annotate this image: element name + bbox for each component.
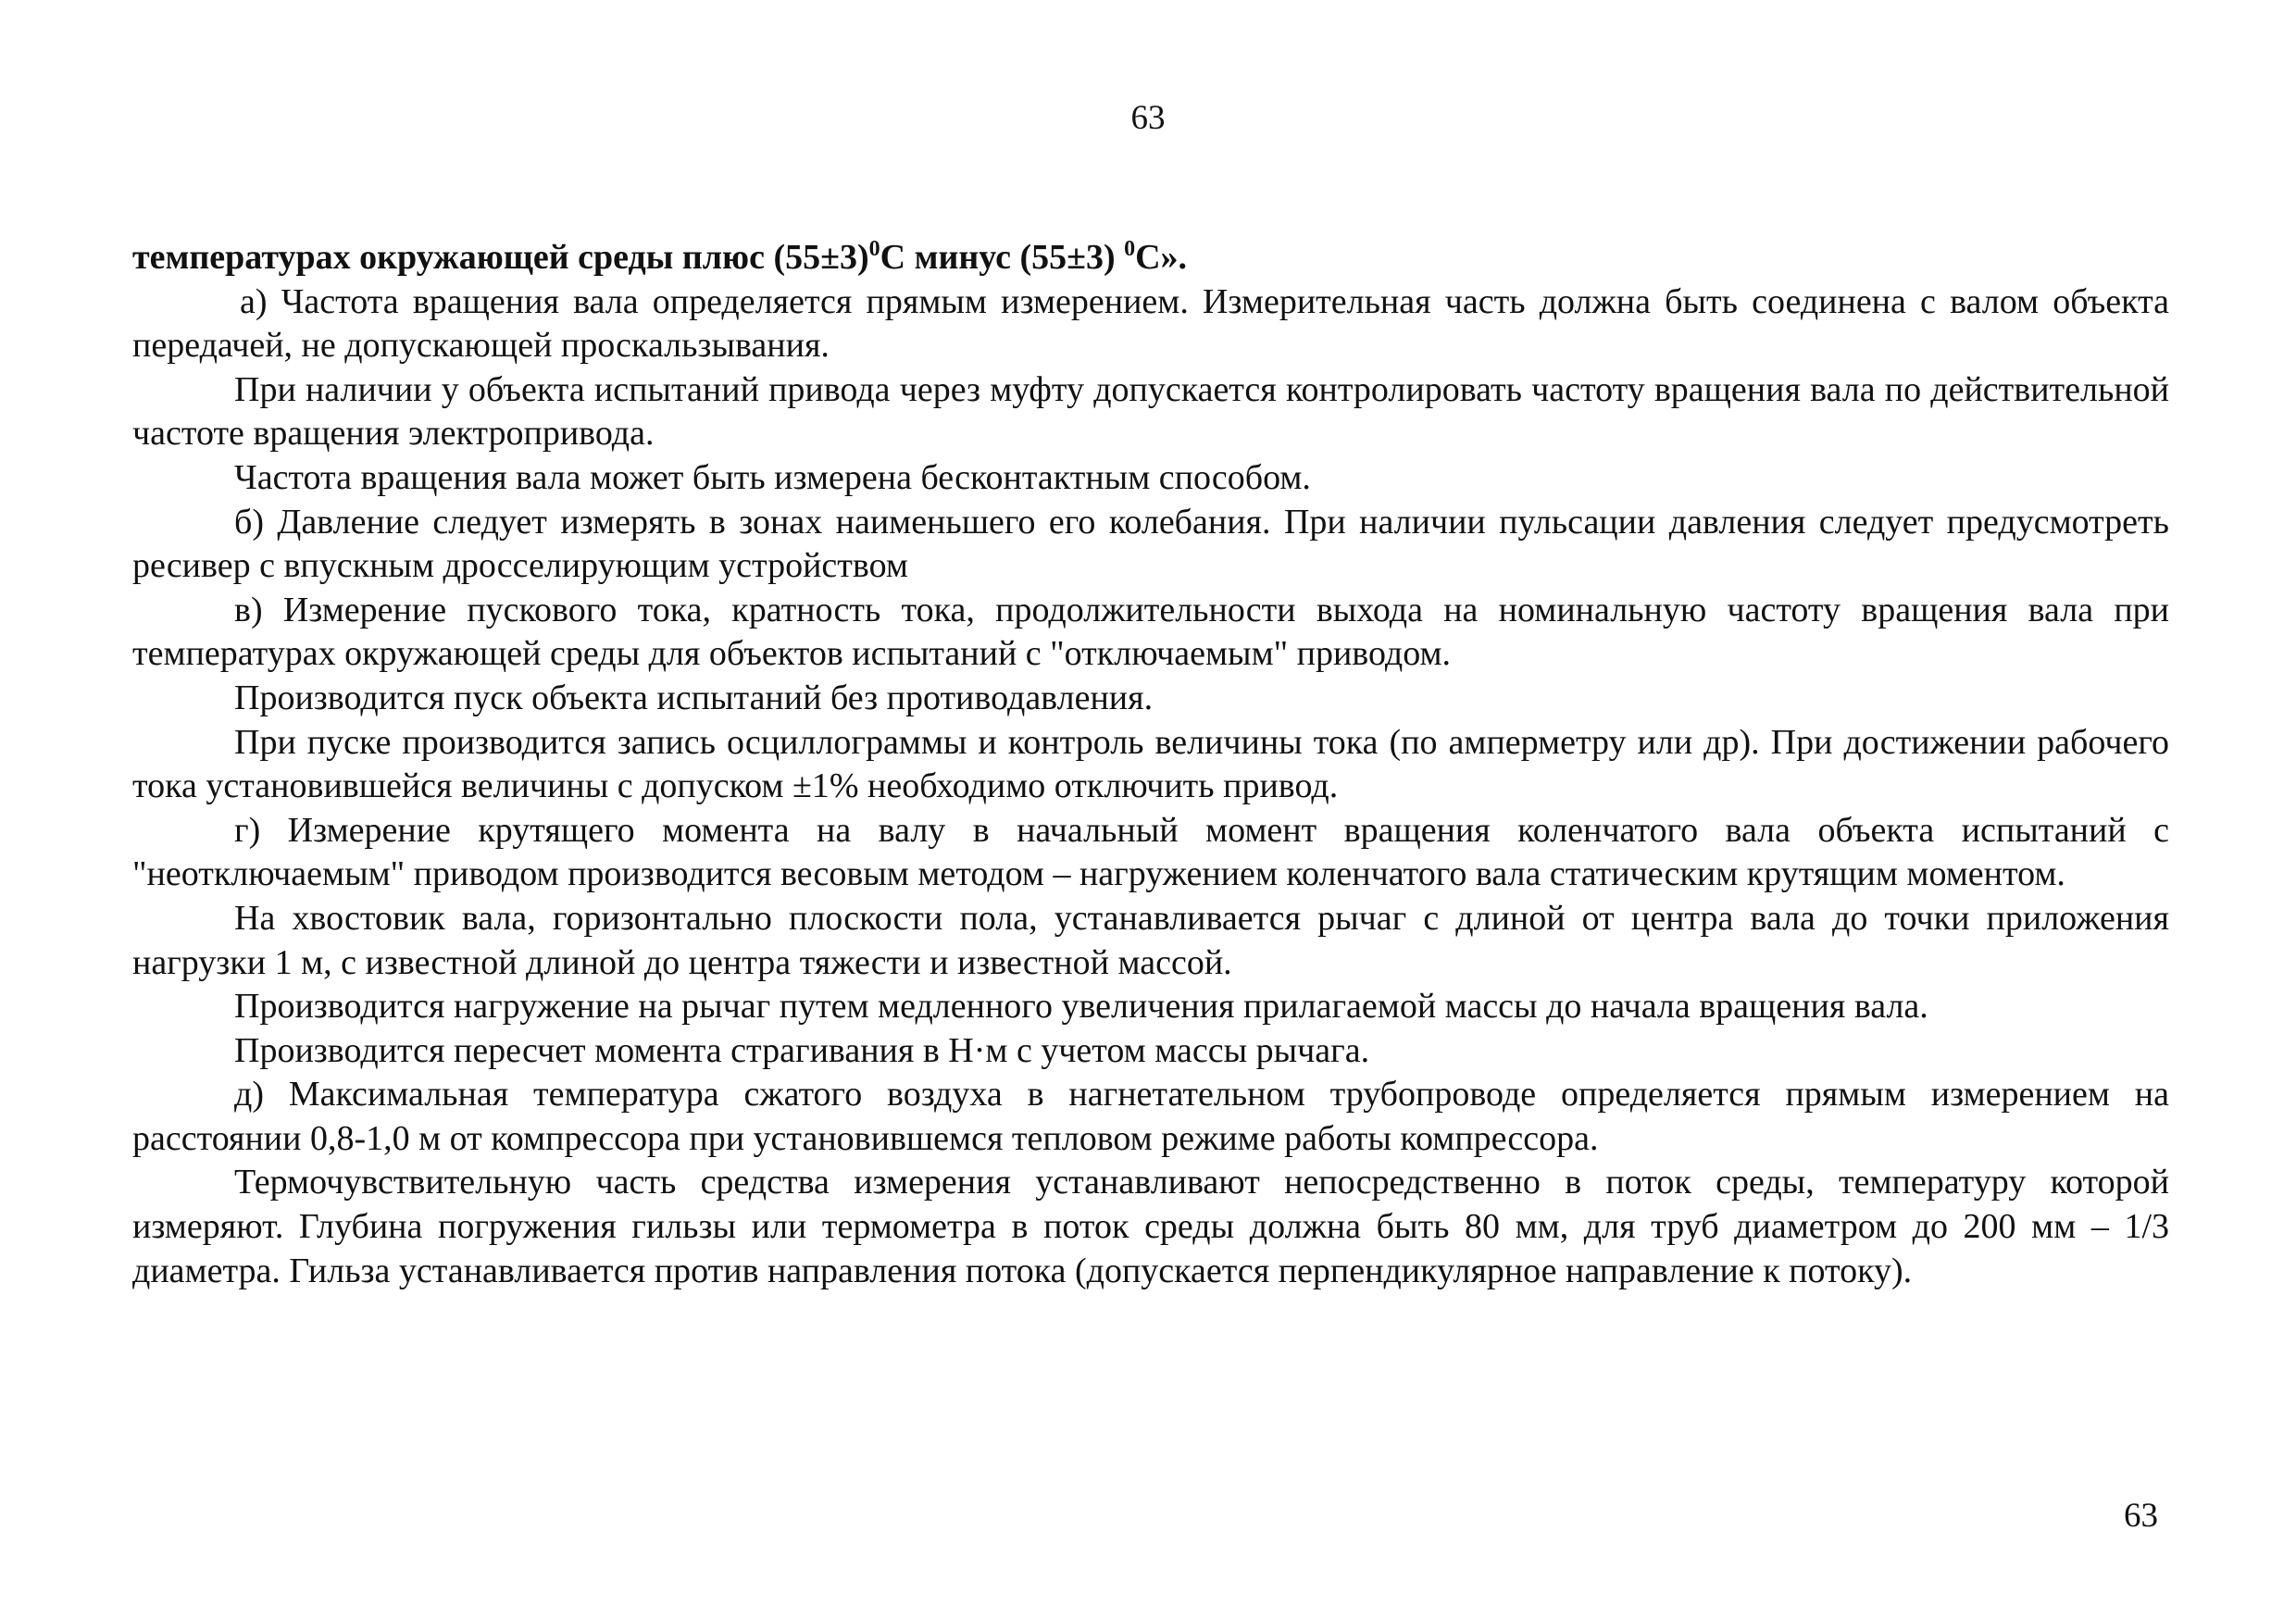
paragraph-thermosensor: Термочувствительную часть средства измерения устанавливают непосредственно в поток среды, температуру которой измеряют. Глубина погружения гильзы или термометра в поток среды должна быть 80 мм, для труб диаметром до 200 мм – 1/3 диаметра. Гильза устанавливается против направления потока (допускается перпендикулярное направление к потоку). (132, 1163, 2169, 1290)
paragraph-loading: Производится нагружение на рычаг путем медленного увеличения прилагаемой массы до начала вращения вала. (234, 987, 1928, 1027)
paragraph-a-shaft-speed: а) Частота вращения вала определяется прямым измерением. Измерительная часть должна быть соединена с валом объекта передачей, не допускающей проскальзывания. (132, 281, 2169, 366)
paragraph-v-starting-current: в) Измерение пускового тока, кратность тока, продолжительности выхода на номинальную частоту вращения вала при температурах окружающей среды для объектов испытаний с "отключаемым" приводом. (132, 590, 2169, 674)
heading-degree-superscript-2: 0 (1124, 237, 1136, 261)
page-number-bottom: 63 (2124, 1497, 2158, 1535)
paragraph-d-air-temperature: д) Максимальная температура сжатого воздуха в нагнетательном трубопроводе определяется прямым измерением на расстоянии 0,8-1,0 м от компрессора при установившемся тепловом режиме работы компрессора. (132, 1075, 2169, 1158)
paragraph-coupling-drive: При наличии у объекта испытаний привода через муфту допускается контролировать частоту вращения вала по действительной частоте вращения электропривода. (132, 369, 2169, 454)
paragraph-g-torque: г) Измерение крутящего момента на валу в начальный момент вращения коленчатого вала объекта испытаний с "неотключаемым" приводом производится весовым методом – нагружением коленчатого вала статическим крутящим моментом. (132, 810, 2169, 894)
paragraph-start-no-backpressure: Производится пуск объекта испытаний без противодавления. (234, 678, 1154, 717)
section-heading (132, 236, 2169, 280)
heading-text-part-1: температурах окружающей среды плюс (55±3) (132, 238, 869, 277)
page-number-top: 63 (1130, 99, 1166, 137)
heading-text-part-3: С». (1135, 238, 1188, 277)
paragraph-lever: На хвостовик вала, горизонтально плоскости пола, устанавливается рычаг с длиной от центра вала до точки приложения нагрузки 1 м, с известной длиной до центра тяжести и известной массой. (132, 898, 2169, 982)
document-body (132, 236, 2169, 1293)
paragraph-recalculation: Производится пересчет момента страгивания в Н·м с учетом массы рычага. (234, 1030, 1370, 1070)
heading-text-part-2: С минус (55±3) (880, 238, 1125, 277)
paragraph-b-pressure: б) Давление следует измерять в зонах наименьшего его колебания. При наличии пульсации давления следует предусмотреть ресивер с впускным дросселирующим устройством (132, 502, 2169, 586)
heading-degree-superscript-1: 0 (868, 237, 880, 261)
paragraph-oscillogram: При пуске производится запись осциллограммы и контроль величины тока (по амперметру или др). При достижении рабочего тока установившейся величины с допуском ±1% необходимо отключить привод. (132, 722, 2169, 806)
paragraph-contactless: Частота вращения вала может быть измерена бесконтактным способом. (234, 457, 1311, 497)
